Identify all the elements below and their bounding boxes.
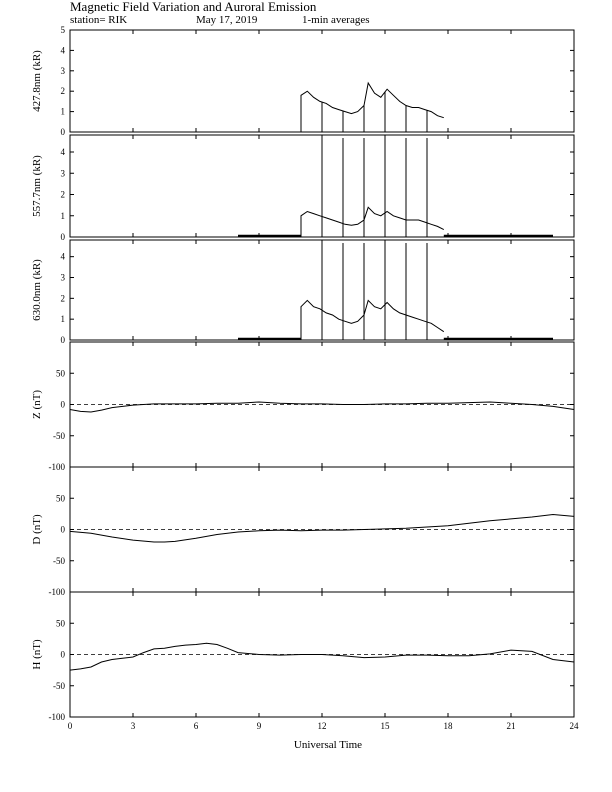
- panel-z-ylabel: Z (nT): [31, 389, 43, 420]
- averaging-label: 1-min averages: [302, 14, 370, 26]
- panel-5577-ytick-label: 4: [60, 147, 65, 157]
- panel-z-ytick-label: -100: [48, 462, 65, 472]
- panel-h-ytick-label: -50: [53, 680, 65, 691]
- x-tick-label: 18: [443, 721, 453, 731]
- x-tick-label: 6: [193, 721, 199, 731]
- panel-4278-ytick-label: 2: [60, 86, 65, 97]
- x-tick-label: 21: [506, 721, 516, 731]
- x-tick-label: 15: [380, 721, 390, 731]
- panel-6300-series-line: [70, 300, 444, 340]
- panel-6300-ytick-label: 1: [60, 314, 65, 325]
- panel-h-series-line: [70, 643, 574, 670]
- panel-d-ytick-label: 0: [60, 524, 65, 535]
- panel-5577-series-line: [70, 207, 444, 237]
- panel-6300-ytick-label: 3: [60, 272, 65, 283]
- panel-6300-ylabel: 630.0nm (kR): [31, 259, 43, 321]
- chart-title: Magnetic Field Variation and Auroral Emission: [70, 0, 317, 14]
- panel-6300-ytick-label: 0: [60, 335, 65, 345]
- panel-h-ytick-label: -100: [48, 712, 65, 722]
- panel-d-ytick-label: -50: [53, 555, 65, 566]
- panel-z-series-line: [70, 402, 574, 412]
- panel-h-ylabel: H (nT): [31, 639, 43, 670]
- panel-4278-ytick-label: 4: [60, 45, 65, 56]
- x-tick-label: 12: [317, 721, 327, 731]
- panel-d-ytick-label: -100: [48, 587, 65, 597]
- panel-4278-ylabel: 427.8nm (kR): [31, 50, 43, 112]
- panel-5577-ytick-label: 1: [60, 210, 65, 221]
- panel-5577-ytick-label: 2: [60, 189, 65, 200]
- x-tick-label: 0: [67, 721, 73, 731]
- date-label: May 17, 2019: [196, 14, 258, 26]
- panel-4278-ytick-label: 5: [60, 25, 65, 35]
- panel-6300-ytick-label: 2: [60, 293, 65, 304]
- panel-z-ytick-label: -50: [53, 430, 65, 441]
- panel-4278-ytick-label: 1: [60, 106, 65, 117]
- x-axis-label: Universal Time: [293, 739, 363, 751]
- x-tick-label: 9: [256, 721, 262, 731]
- panel-z-ytick-label: 50: [56, 368, 65, 379]
- panel-5577-ytick-label: 0: [60, 232, 65, 242]
- panel-h-ytick-label: 50: [56, 618, 65, 629]
- panel-h-ytick-label: 0: [60, 649, 65, 660]
- panel-d-ylabel: D (nT): [31, 514, 43, 545]
- panel-4278-ytick-label: 3: [60, 65, 65, 76]
- panel-d-ytick-label: 50: [56, 493, 65, 504]
- panel-4278-series-line: [70, 83, 444, 132]
- x-tick-label: 3: [130, 721, 136, 731]
- panels: [31, 25, 579, 731]
- panel-6300-ytick-label: 4: [60, 251, 65, 262]
- x-tick-label: 24: [569, 721, 579, 731]
- panel-5577-ylabel: 557.7nm (kR): [31, 155, 43, 217]
- panel-4278-ytick-label: 0: [60, 127, 65, 137]
- panel-z-ytick-label: 0: [60, 399, 65, 410]
- panel-5577-ytick-label: 3: [60, 168, 65, 179]
- station-label: station= RIK: [70, 14, 128, 26]
- panel-d-series-line: [70, 515, 574, 543]
